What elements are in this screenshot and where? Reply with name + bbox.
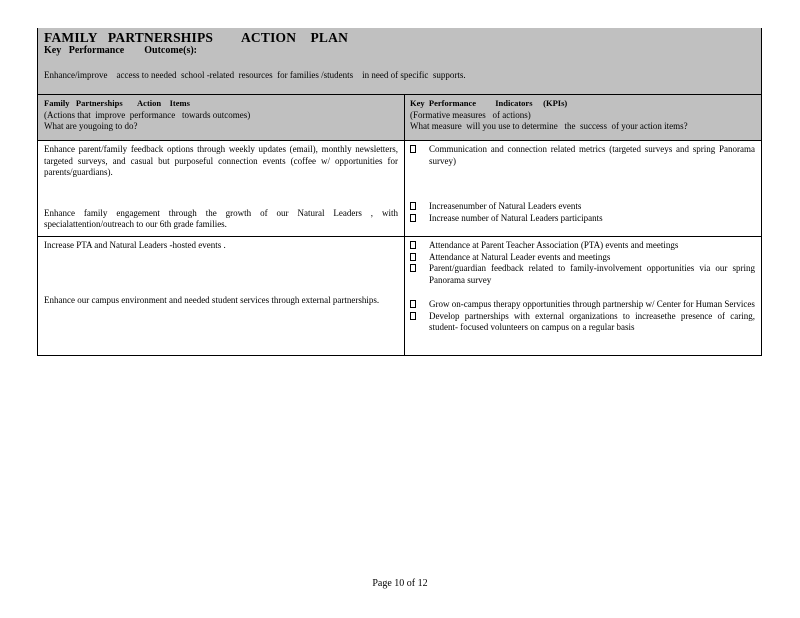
actions-header-title: Family Partnerships Action Items <box>44 98 190 108</box>
kpi-item <box>410 299 755 311</box>
checkbox-bullet-icon <box>410 214 416 222</box>
kpi-text: Attendance at Parent Teacher Association (PTA) events and meetings <box>429 240 679 250</box>
kpi-text: Increasenumber of Natural Leaders events <box>429 201 582 211</box>
kpi-cell <box>405 237 761 355</box>
page-number: Page 10 of 12 <box>372 578 428 589</box>
kpi-list <box>410 299 755 334</box>
action-item: Enhance our campus environment and needed student services through external partnerships. <box>44 294 380 305</box>
table-row <box>38 237 761 355</box>
kpi-text: Parent/guardian feedback related to family-involvement opportunities via our spring Panorama survey <box>429 263 755 285</box>
kpi-item <box>410 213 755 225</box>
kpi-text: Communication and connection related metrics (targeted surveys and spring Panorama survey) <box>429 144 755 166</box>
actions-header-line1: (Actions that improve performance towards outcomes) <box>44 109 251 120</box>
kpi-text: Develop partnerships with external organizations to increasethe presence of caring, student- focused volunteers on campus on a regular basis <box>429 310 755 332</box>
checkbox-bullet-icon <box>410 253 416 261</box>
kpi-text: Attendance at Natural Leader events and meetings <box>429 251 611 262</box>
kpi-header-title: Key Performance Indicators (KPIs) <box>410 98 568 108</box>
actions-column-header <box>38 95 405 140</box>
plan-header <box>38 28 761 95</box>
key-outcome: Enhance/improve access to needed school -related resources for families /students in need of specific supports. <box>44 70 466 80</box>
kpi-item <box>410 201 755 213</box>
kpi-header-line1: (Formative measures of actions) <box>410 109 531 120</box>
plan-subtitle: Key Performance Outcome(s): <box>44 45 197 56</box>
action-plan-table <box>37 28 762 356</box>
kpi-list <box>410 240 755 286</box>
kpi-item <box>410 311 755 334</box>
kpi-column-header <box>405 95 761 140</box>
action-item: Increase PTA and Natural Leaders -hosted events . <box>44 240 226 250</box>
checkbox-bullet-icon <box>410 145 416 153</box>
kpi-text: Increase number of Natural Leaders participants <box>429 212 603 223</box>
actions-cell <box>38 237 405 355</box>
actions-header-line2: What are yougoing to do? <box>44 121 138 131</box>
column-header-row <box>38 95 761 141</box>
kpi-item <box>410 240 755 252</box>
kpi-item <box>410 263 755 286</box>
checkbox-bullet-icon <box>410 264 416 272</box>
actions-cell <box>38 141 405 236</box>
kpi-header-line2: What measure will you use to determine the success of your action items? <box>410 121 688 131</box>
kpi-list <box>410 144 755 167</box>
action-item: Enhance family engagement through the growth of our Natural Leaders , with specialattention/outreach to our 6th grade families. <box>44 207 398 229</box>
kpi-cell <box>405 141 761 236</box>
kpi-list <box>410 201 755 224</box>
checkbox-bullet-icon <box>410 312 416 320</box>
checkbox-bullet-icon <box>410 202 416 210</box>
kpi-text: Grow on-campus therapy opportunities through partnership w/ Center for Human Services <box>429 299 755 309</box>
table-row <box>38 141 761 237</box>
checkbox-bullet-icon <box>410 241 416 249</box>
checkbox-bullet-icon <box>410 300 416 308</box>
kpi-item <box>410 144 755 167</box>
kpi-item <box>410 252 755 264</box>
action-item: Enhance parent/family feedback options through weekly updates (email), monthly newsletters, targeted surveys, and casual but purposeful connection events (coffee w/ opportunities for parents/guardians). <box>44 144 398 177</box>
plan-title: FAMILY PARTNERSHIPS ACTION PLAN <box>44 30 349 45</box>
